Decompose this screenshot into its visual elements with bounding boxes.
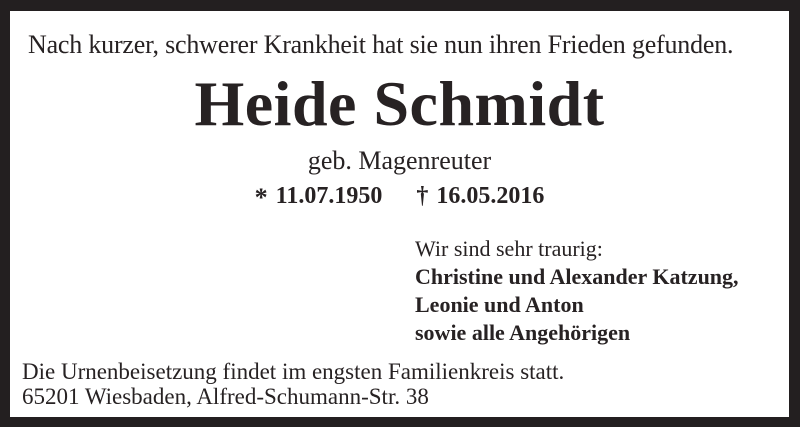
obituary-inner-panel <box>10 11 789 417</box>
birth-star-symbol: * <box>254 183 268 212</box>
death-date-group <box>416 182 544 210</box>
maiden-name: geb. Magenreuter <box>307 146 492 175</box>
death-cross-symbol: † <box>416 183 429 209</box>
death-date: 16.05.2016 <box>436 183 545 209</box>
deceased-name: Heide Schmidt <box>194 68 605 139</box>
funeral-info-line: Die Urnenbeisetzung findet im engsten Familienkreis statt. <box>22 359 565 384</box>
mourner-line: Christine und Alexander Katzung, <box>415 264 739 289</box>
mourner-line: Leonie und Anton <box>415 292 584 317</box>
birth-date: 11.07.1950 <box>275 183 383 209</box>
closing-block <box>22 359 564 409</box>
birth-date-group <box>255 181 383 210</box>
address-line: 65201 Wiesbaden, Alfred-Schumann-Str. 38 <box>22 384 429 409</box>
mourners-block <box>415 235 739 347</box>
intro-line: Nach kurzer, schwerer Krankheit hat sie nun ihren Frieden gefunden. <box>28 30 734 59</box>
life-dates <box>10 181 789 210</box>
mourners-lead-line: Wir sind sehr traurig: <box>415 236 603 261</box>
mourner-line: sowie alle Angehörigen <box>415 320 631 345</box>
